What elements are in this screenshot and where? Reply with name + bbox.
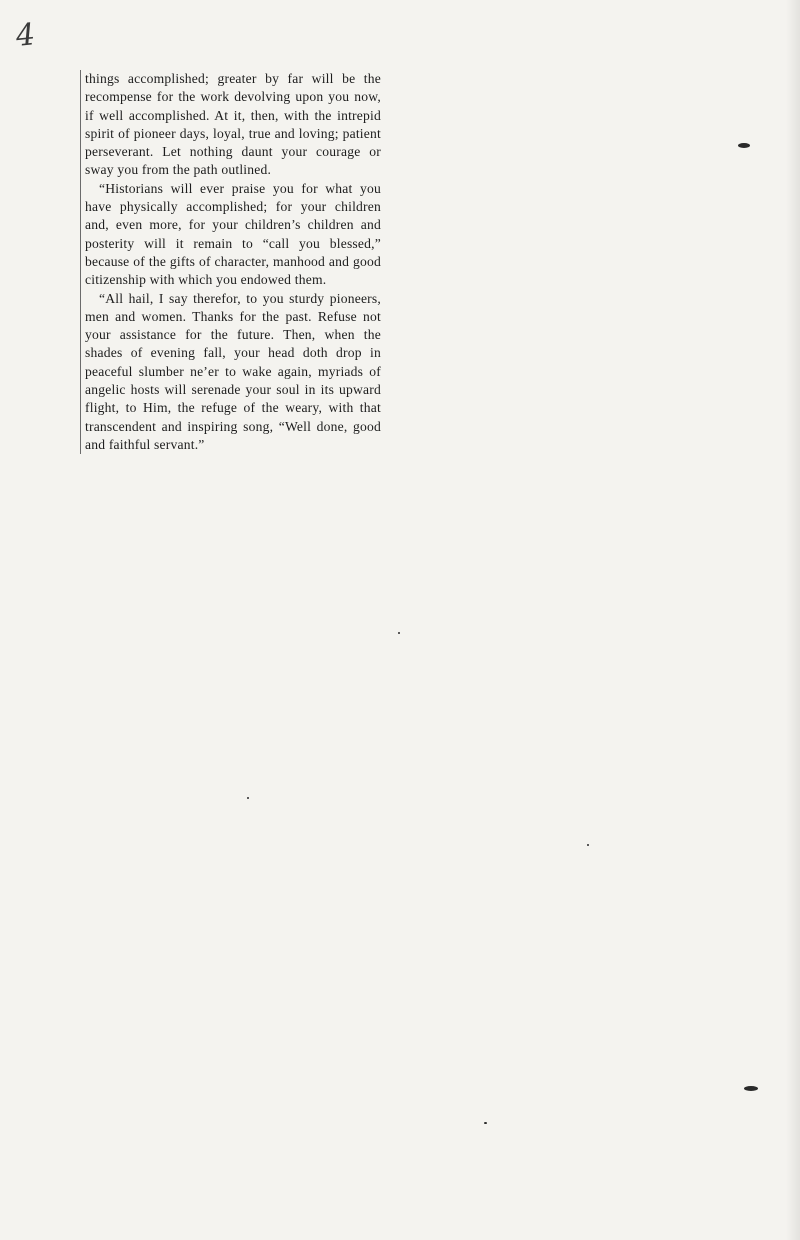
scan-speck: [587, 844, 589, 846]
paragraph-1: things accomplished; greater by far will be the recompense for the work devolving upon you now, if well accomplished. At it, then, with the intrepid spirit of pioneer days, loyal, true and loving; patient perseverant. Let nothing daunt your courage or sway you from the path outlined.: [85, 71, 381, 178]
paragraph-3: “All hail, I say therefor, to you sturdy pioneers, men and women. Thanks for the past. Refuse not your assistance for the future. Then, when the shades of evening fall, your head doth drop in peaceful slumber ne’er to wake again, myriads of angelic hosts will serenade your soul in its upward flight, to Him, the refuge of the weary, with that transcendent and inspiring song, “Well done, good and faithful servant.”: [85, 290, 381, 452]
scan-edge-shadow: [786, 0, 800, 1240]
newspaper-clipping: [80, 70, 381, 454]
page-number: 4: [14, 17, 37, 54]
scan-speck: [738, 143, 750, 148]
scan-speck: [744, 1086, 758, 1091]
scan-speck: [484, 1122, 487, 1124]
scan-speck: [398, 632, 400, 634]
scan-speck: [247, 797, 249, 799]
paragraph-2: “Historians will ever praise you for what you have physically accomplished; for your children and, even more, for your children’s children and posterity will it remain to “call you blessed,” because of the gifts of character, manhood and good citizenship with which you endowed them.: [85, 180, 381, 288]
